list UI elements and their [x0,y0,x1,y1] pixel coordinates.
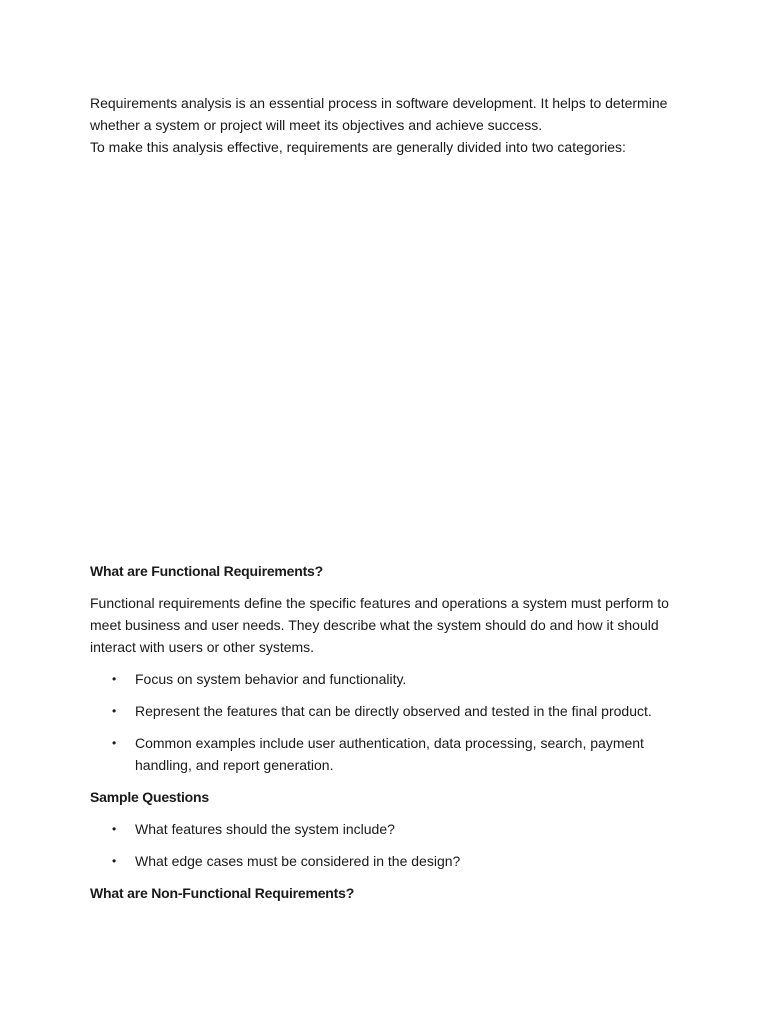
list-item-text: Focus on system behavior and functionality. [135,671,407,687]
document-page [90,92,680,914]
bullet-icon: • [112,672,117,686]
non-functional-requirements-heading: What are Non-Functional Requirements? [90,885,355,901]
list-item [90,700,680,722]
list-item [90,850,680,872]
bullet-icon: • [112,704,117,718]
list-item-text: What edge cases must be considered in the design? [135,853,461,869]
bullet-icon: • [112,822,117,836]
intro-categories-line: To make this analysis effective, requirements are generally divided into two categories: [90,139,626,155]
list-item [90,732,680,776]
sample-questions-heading: Sample Questions [90,789,209,805]
list-item-text: Represent the features that can be directly observed and tested in the final product. [135,703,652,719]
functional-requirements-paragraph: Functional requirements define the specific features and operations a system must perform to meet business and user needs. They describe what the system should do and how it should interact with users or other systems. [90,595,669,655]
list-item-text: Common examples include user authentication, data processing, search, payment handling, and report generation. [135,735,644,773]
functional-requirements-heading: What are Functional Requirements? [90,563,323,579]
list-item [90,818,680,840]
intro-section [90,92,680,158]
intro-paragraph: Requirements analysis is an essential process in software development. It helps to determine whether a system or project will meet its objectives and achieve success. [90,95,668,133]
functional-requirements-list [90,668,680,776]
list-item-text: What features should the system include? [135,821,395,837]
bullet-icon: • [112,736,117,750]
blank-space [90,158,680,560]
sample-questions-list [90,818,680,872]
bullet-icon: • [112,854,117,868]
list-item [90,668,680,690]
